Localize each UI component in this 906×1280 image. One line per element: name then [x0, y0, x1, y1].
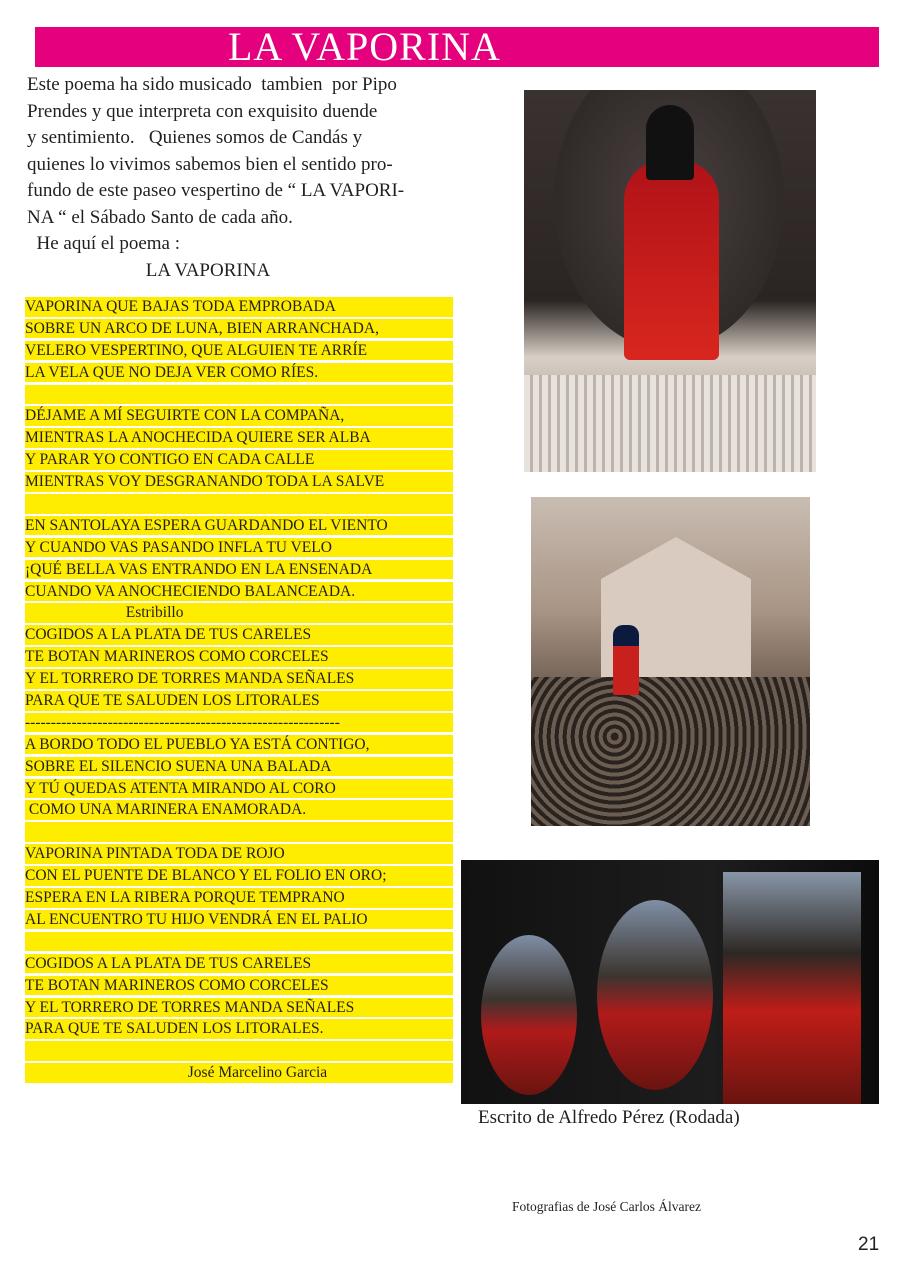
photo-detail — [646, 105, 694, 180]
poem-line — [25, 385, 453, 405]
poem-line: SOBRE UN ARCO DE LUNA, BIEN ARRANCHADA, — [25, 319, 453, 339]
poem-line: Y PARAR YO CONTIGO EN CADA CALLE — [25, 450, 453, 470]
photo-detail — [531, 677, 810, 826]
poem-line: CUANDO VA ANOCHECIENDO BALANCEADA. — [25, 582, 453, 602]
poem-line: LA VELA QUE NO DEJA VER COMO RÍES. — [25, 363, 453, 383]
intro-line: Este poema ha sido musicado tambien por Pipo — [27, 74, 397, 95]
title-bar — [35, 24, 879, 69]
poem-line: José Marcelino Garcia — [25, 1063, 453, 1083]
intro-text — [27, 72, 467, 284]
poem-line: Y EL TORRERO DE TORRES MANDA SEÑALES — [25, 669, 453, 689]
poem-line: A BORDO TODO EL PUEBLO YA ESTÁ CONTIGO, — [25, 735, 453, 755]
poem-line: EN SANTOLAYA ESPERA GUARDANDO EL VIENTO — [25, 516, 453, 536]
poem-line: COGIDOS A LA PLATA DE TUS CARELES — [25, 954, 453, 974]
poem-line — [25, 494, 453, 514]
photo-panel — [723, 872, 861, 1104]
page-number: 21 — [858, 1234, 880, 1255]
photo-detail — [624, 160, 719, 360]
article-caption: Escrito de Alfredo Pérez (Rodada) — [478, 1107, 740, 1128]
poem-line: DÉJAME A MÍ SEGUIRTE CON LA COMPAÑA, — [25, 406, 453, 426]
photo-credit: Fotografias de José Carlos Álvarez — [512, 1199, 701, 1214]
photo-detail — [613, 625, 639, 695]
poem-line: VELERO VESPERTINO, QUE ALGUIEN TE ARRÍE — [25, 341, 453, 361]
intro-line: He aquí el poema : — [27, 233, 181, 254]
poem-line: VAPORINA PINTADA TODA DE ROJO — [25, 844, 453, 864]
poem-line — [25, 1041, 453, 1061]
poem-line: TE BOTAN MARINEROS COMO CORCELES — [25, 647, 453, 667]
poem-line: Y EL TORRERO DE TORRES MANDA SEÑALES — [25, 998, 453, 1018]
photo-oval — [597, 900, 713, 1090]
poem-line: Y CUANDO VAS PASANDO INFLA TU VELO — [25, 538, 453, 558]
poem-line — [25, 932, 453, 952]
poem-line: COGIDOS A LA PLATA DE TUS CARELES — [25, 625, 453, 645]
photo-procession-street — [531, 497, 810, 826]
poem-line: AL ENCUENTRO TU HIJO VENDRÁ EN EL PALIO — [25, 910, 453, 930]
intro-line: quienes lo vivimos sabemos bien el sentido pro- — [27, 153, 393, 175]
poem-line: TE BOTAN MARINEROS COMO CORCELES — [25, 976, 453, 996]
poem-line: Estribillo — [25, 603, 453, 623]
poem-line: MIENTRAS LA ANOCHECIDA QUIERE SER ALBA — [25, 428, 453, 448]
photo-oval — [481, 935, 577, 1095]
intro-line: NA “ el Sábado Santo de cada año. — [27, 206, 293, 228]
photo-vaporina-altar — [524, 90, 816, 472]
poem — [25, 297, 453, 1085]
page-title: LA VAPORINA — [228, 24, 501, 69]
intro-line: Prendes y que interpreta con exquisito duende — [27, 100, 378, 122]
poem-line: PARA QUE TE SALUDEN LOS LITORALES — [25, 691, 453, 711]
poem-line: SOBRE EL SILENCIO SUENA UNA BALADA — [25, 757, 453, 777]
poem-line: ESPERA EN LA RIBERA PORQUE TEMPRANO — [25, 888, 453, 908]
poem-line: MIENTRAS VOY DESGRANANDO TODA LA SALVE — [25, 472, 453, 492]
intro-line: fundo de este paseo vespertino de “ LA VAPORI- — [27, 180, 405, 201]
poem-line: VAPORINA QUE BAJAS TODA EMPROBADA — [25, 297, 453, 317]
poem-line: COMO UNA MARINERA ENAMORADA. — [25, 800, 453, 820]
photo-collage — [461, 860, 879, 1104]
poem-line: PARA QUE TE SALUDEN LOS LITORALES. — [25, 1019, 453, 1039]
poem-line: CON EL PUENTE DE BLANCO Y EL FOLIO EN ORO; — [25, 866, 453, 886]
intro-line: LA VAPORINA — [27, 259, 271, 281]
poem-line: Y TÚ QUEDAS ATENTA MIRANDO AL CORO — [25, 779, 453, 799]
poem-line: ------------------------------------------------------------- — [25, 713, 453, 733]
intro-line: y sentimiento. Quienes somos de Candás y — [27, 127, 363, 148]
poem-line — [25, 822, 453, 842]
poem-line: ¡QUÉ BELLA VAS ENTRANDO EN LA ENSENADA — [25, 560, 453, 580]
photo-detail — [524, 375, 816, 472]
